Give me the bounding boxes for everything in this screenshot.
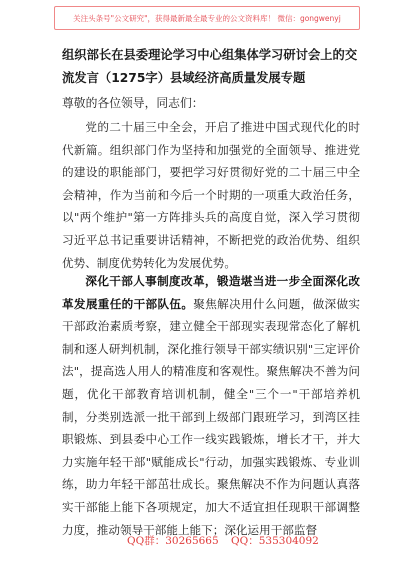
paragraph-2 — [62, 270, 360, 541]
footer-qq: QQ：535304092 — [231, 535, 319, 547]
paragraph-1 — [62, 116, 360, 274]
paragraph-1-text: 党的二十届三中全会，开启了推进中国式现代化的时代新篇。组织部门作为坚持和加强党的全面领导、推进党的建设的职能部门，要把学习好贯彻好党的二十届三中全会精神，作为当前和今后一个时期的一项重大政治任务，以"两个维护"第一方阵排头兵的高度自觉，深入学习贯彻习近平总书记重要讲话精神，不断把党的政治优势、组织优势、制度优势转化为发展优势。 — [62, 120, 360, 270]
salutation: 尊敬的各位领导，同志们： — [62, 96, 204, 110]
footer-qq-group: QQ群：30265665 — [127, 535, 219, 547]
header-banner: 关注头条号"公文研究"，获得最新最全最专业的公文资料库！ 微信：gongwenyj — [54, 6, 360, 30]
paragraph-2-lead: 深化干部人事制度改革，锻造堪当进一步全面深化改革发展重任的干部队伍。 — [62, 274, 360, 311]
footer — [0, 533, 408, 553]
paragraph-2-text: 聚焦解决用什么问题，做深做实干部政治素质考察，建立健全干部现实表现常态化了解机制和逐人研判机制，深化推行领导干部实绩识别"三定评价法"，提高选人用人的精准度和客观性。聚焦解决不善为问题，优化干部教育培训机制，健全"三个一"干部培养机制，分类别选派一批干部到上级部门跟班学习，到湾区挂职锻炼、到县委中心工作一线实践锻炼，增长才干，并大力实施年轻干部"赋能成长"行动，加强实践锻炼、专业训练，助力年轻干部茁壮成长。聚焦解决不作为问题认真落实干部能上能下各项规定，加大不适宜担任现职干部调整力度，推动领导干部能上能下；深化运用干部监督 — [62, 296, 360, 537]
document-title: 组织部长在县委理论学习中心组集体学习研讨会上的交流发言（1275字）县域经济高质量发展专题 — [62, 48, 358, 85]
